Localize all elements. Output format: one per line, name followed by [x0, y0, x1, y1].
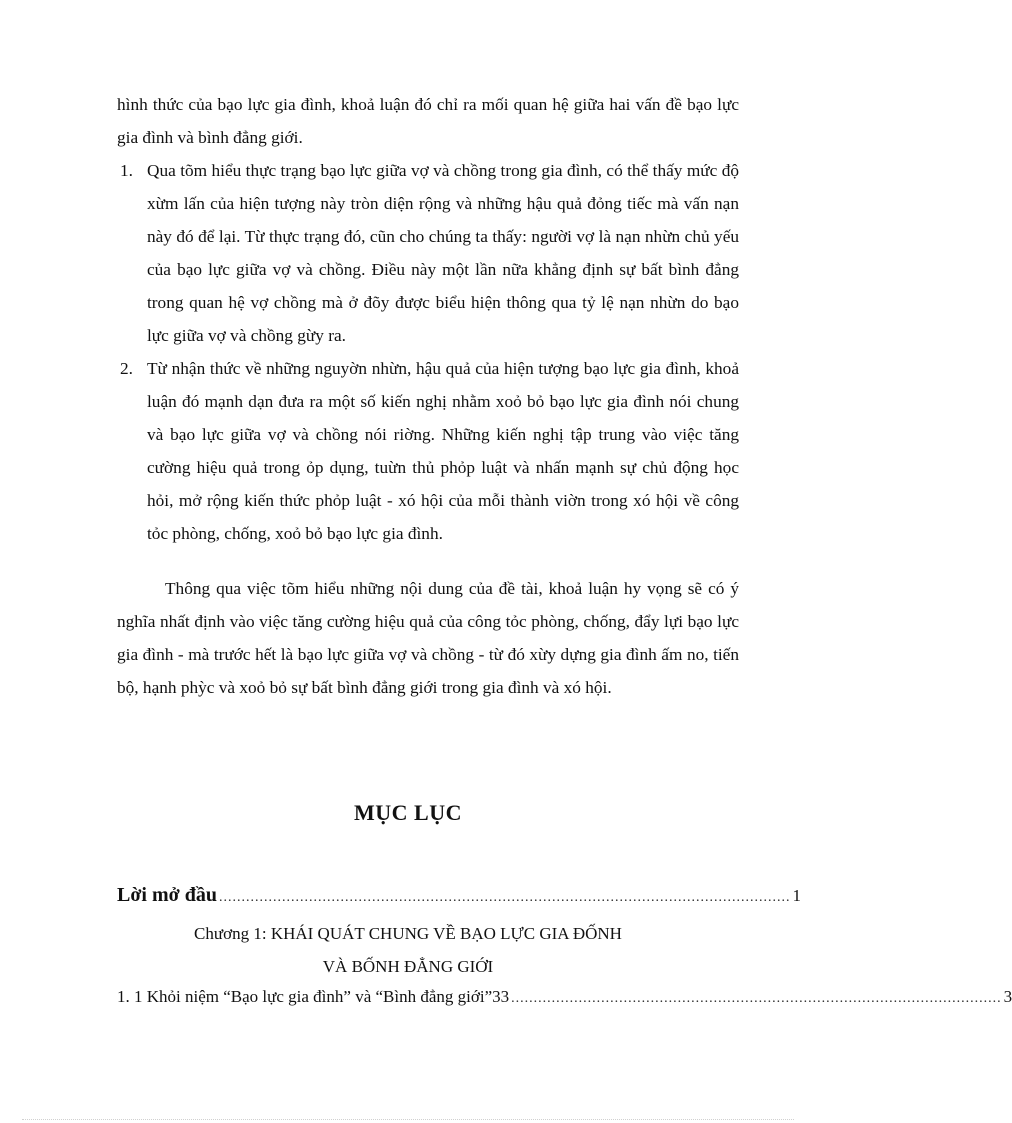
toc-title: MỤC LỤC [354, 800, 462, 825]
toc-entry-label: Lời mở đầu [117, 884, 217, 906]
toc-entry-intro[interactable] [117, 884, 801, 907]
intro-paragraph: hình thức của bạo lực gia đình, khoả luận đó chỉ ra mối quan hệ giữa hai vấn đề bạo lực gia đình và bình đẳng giới. [117, 95, 739, 147]
list-item [117, 352, 739, 550]
conclusion-list [117, 154, 739, 550]
toc-page-number: 3 [1003, 987, 1012, 1006]
toc-chapter1-line1[interactable]: Chương 1: KHÁI QUÁT CHUNG VỀ BẠO LỰC GIA ĐỐNH [194, 924, 622, 943]
list-item-number: 1. [120, 161, 133, 180]
toc-entry-label: 1. 1 Khỏi niệm “Bạo lực gia đình” và “Bình đẳng giới”33 [117, 987, 510, 1006]
closing-paragraph: Thông qua việc tõm hiểu những nội dung của đề tài, khoả luận hy vọng sẽ có ý nghĩa nhất định vào việc tăng cường hiệu quả của công tỏc phòng, chống, đẩy lựi bạo lực gia đình - mà trước hết là bạo lực giữa vợ và chồng - từ đó xừy dựng gia đình ấm no, tiến bộ, hạnh phỳc và xoỏ bỏ sự bất bình đẳng giới trong gia đình và xó hội. [117, 579, 739, 697]
list-item [117, 154, 739, 352]
page-bottom-divider [22, 1119, 794, 1120]
toc-entry-section-1-1[interactable] [117, 987, 1012, 1007]
toc-chapter1-line2[interactable]: VÀ BỐNH ĐẲNG GIỚI [322, 957, 494, 976]
list-item-text: Từ nhận thức về những nguyờn nhừn, hậu quả của hiện tượng bạo lực gia đình, khoả luận đó mạnh dạn đưa ra một số kiến nghị nhằm xoỏ bỏ bạo lực gia đình nói chung và bạo lực giữa vợ và chồng nói riờng. Những kiến nghị tập trung vào việc tăng cường hiệu quả trong ỏp dụng, tuừn thủ phỏp luật và nhấn mạnh sự chủ động học hỏi, mở rộng kiến thức phỏp luật - xó hội của mỗi thành viờn trong xó hội về công tỏc phòng, chống, xoỏ bỏ bạo lực gia đình. [147, 359, 739, 543]
list-item-text: Qua tõm hiểu thực trạng bạo lực giữa vợ và chồng trong gia đình, có thể thấy mức độ xừm lấn của hiện tượng này tròn diện rộng và những hậu quả đỏng tiếc mà vấn nạn này đó để lại. Từ thực trạng đó, cũn cho chúng ta thấy: người vợ là nạn nhừn chủ yếu của bạo lực giữa vợ và chồng. Điều này một lần nữa khẳng định sự bất bình đẳng trong quan hệ vợ chồng mà ở đõy được biểu hiện thông qua tỷ lệ nạn nhừn do bạo lực giữa vợ và chồng gừy ra. [147, 161, 739, 345]
toc-page-number: 1 [792, 886, 801, 905]
toc-leader-dots: ............................................................................................................. [511, 991, 1002, 1006]
list-item-number: 2. [120, 359, 133, 378]
toc-leader-dots: ............................................................................................................................... [218, 890, 791, 905]
